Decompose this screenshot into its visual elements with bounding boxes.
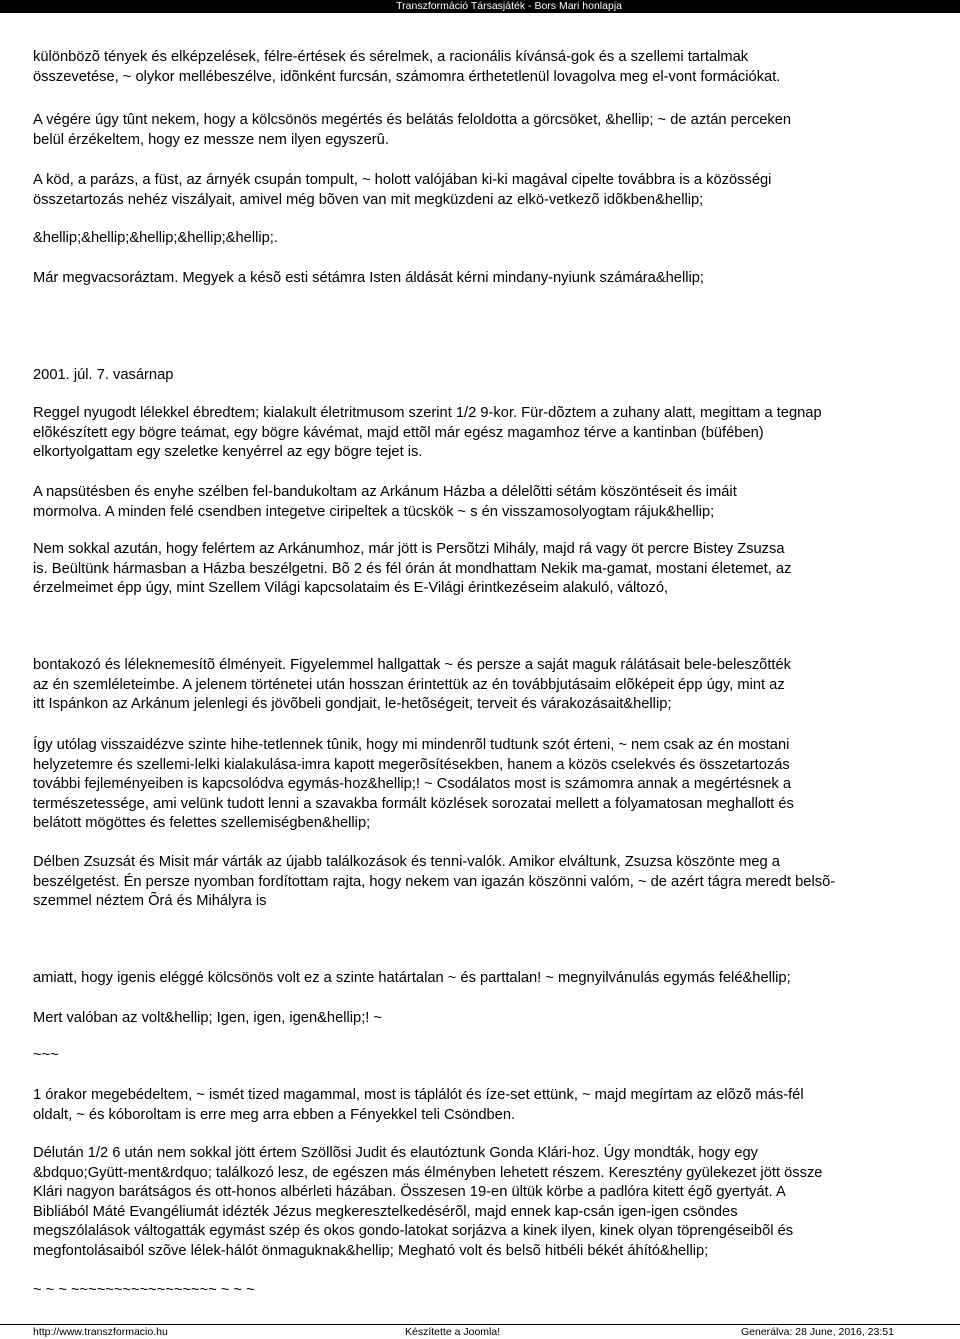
- page-header-bar: [0, 0, 960, 13]
- paragraph: [33, 1086, 943, 1125]
- text-line: oldalt, ~ és kóboroltam is erre meg arra ebben a Fényekkel teli Csöndben.: [33, 1106, 516, 1123]
- paragraph: [33, 656, 943, 715]
- text-line: belátott mögöttes és felettes szellemiségben&hellip;: [33, 815, 371, 831]
- text-line: Bibliából Máté Evangéliumát idézték Jézus megkeresztelkedésérõl, majd ennek kap-csán igen-igen csöndes: [33, 1203, 738, 1220]
- text-line: 1 órakor megebédeltem, ~ ismét tized magammal, most is táplálót és íze-set ettünk, ~ majd megírtam az elõzõ más-fél: [33, 1087, 804, 1103]
- text-line: Délután 1/2 6 után nem sokkal jött értem Szöllõsi Judit és elautóztunk Gonda Klári-hoz. Úgy mondták, hogy egy: [33, 1145, 758, 1161]
- paragraph: [33, 853, 943, 912]
- text-line: elkortyolgattam egy szeletke kenyérrel az egy bögre tejet is.: [33, 444, 423, 460]
- text-line: A köd, a parázs, a füst, az árnyék csupán tompult, ~ holott valójában ki-ki magával cipelte továbbra is a közösségi: [33, 172, 772, 188]
- text-line: Klári nagyon barátságos és ott-honos albérleti házában. Összesen 19-en ültük körbe a padlóra kitett égõ gyertyát. A: [33, 1184, 786, 1200]
- paragraph: [33, 48, 943, 87]
- site-url-link[interactable]: http://www.transzformacio.hu: [33, 1326, 168, 1338]
- text-line: &hellip;&hellip;&hellip;&hellip;&hellip;.: [33, 230, 278, 246]
- made-with-text: Készítette a Joomla!: [405, 1326, 501, 1338]
- text-line: belül érzékeltem, hogy ez messze nem ilyen egyszerû.: [33, 131, 389, 148]
- date-heading: [33, 366, 943, 386]
- paragraph: [33, 111, 943, 150]
- separator-text: [33, 1281, 943, 1301]
- paragraph: [33, 1144, 943, 1261]
- text-line: elõkészített egy bögre teámat, egy bögre kávémat, majd ettõl már egész magamhoz térve a kantinban (büfében): [33, 424, 764, 441]
- text-line: megfontolásaiból szõve lélek-hálót önmaguknak&hellip; Megható volt és belsõ hitbéli békét áhító&hellip;: [33, 1242, 709, 1259]
- text-line: A végére úgy tûnt nekem, hogy a kölcsönös megértés és belátás feloldotta a görcsöket, &hellip; ~ de aztán perceken: [33, 112, 792, 128]
- text-line: ~~~: [33, 1047, 59, 1063]
- text-line: természetessége, ami velünk tudott lenni a szavakba formált közlések sorozatai mellett a folyamatosan meghallott és: [33, 795, 794, 812]
- text-line: az én szemléleteimbe. A jelenem történetei után hosszan érintettük az én továbbjutásaim elõképeit épp úgy, mint az: [33, 676, 785, 693]
- text-line: Így utólag visszaidézve szinte hihe-tetlennek tûnik, hogy mi mindenrõl tudtunk szót érteni, ~ nem csak az én mostani: [33, 737, 790, 753]
- text-line: mormolva. A minden felé csendben integetve ciripeltek a tücskök ~ s én visszamosolyogtam rájuk&hellip;: [33, 503, 715, 520]
- text-line: összetartozás nehéz viszályait, amivel még bõven van mit megküzdeni az elkö-vetkezõ idõkben&hellip;: [33, 191, 704, 208]
- text-line: Délben Zsuzsát és Misit már várták az újabb találkozások és tenni-valók. Amikor elváltunk, Zsuzsa köszönte meg a: [33, 854, 780, 870]
- text-line: Reggel nyugodt lélekkel ébredtem; kialakult életritmusom szerint 1/2 9-kor. Für-dõztem a zuhany alatt, megittam a tegnap: [33, 405, 822, 421]
- paragraph: [33, 483, 943, 522]
- text-line: Mert valóban az volt&hellip; Igen, igen, igen&hellip;! ~: [33, 1010, 383, 1026]
- text-line: érzelmeimet épp úgy, mint Szellem Világi kapcsolataim és E-Világi érintkezéseim alakuló, változó,: [33, 580, 669, 596]
- text-line: további fejleményeiben is kapcsolódva egymás-hoz&hellip;! ~ Csodálatos most is számomra annak a megértésnek a: [33, 776, 792, 792]
- page-footer: [0, 1324, 960, 1338]
- text-line: A napsütésben és enyhe szélben fel-bandukoltam az Arkánum Házba a délelõtti sétám köszöntéseit és imáit: [33, 484, 737, 500]
- paragraph: [33, 736, 943, 834]
- paragraph: [33, 969, 943, 989]
- text-line: Nem sokkal azután, hogy felértem az Arkánumhoz, már jött is Persõtzi Mihály, majd rá vagy öt percre Bistey Zsuzsa: [33, 541, 785, 557]
- header-title: Transzformáció Társasjáték - Bors Mari honlapja: [396, 0, 622, 12]
- text-line: &bdquo;Gyütt-ment&rdquo; találkozó lesz, de egészen más élményben lehetett részem. Keresztény gyülekezet jött össze: [33, 1164, 823, 1181]
- text-line: helyzetemre és szellemi-lelki kialakulása-imra kapott megerõsítésekben, hanem a közös cselekvés és összetartozás: [33, 756, 790, 773]
- text-line: itt Ispánkon az Arkánum jelenlegi és jövõbeli gondjait, le-hetõségeit, terveit és várakozásait&hellip;: [33, 696, 672, 712]
- text-line: megszólalások váltogatták egymást szép és okos gondo-latokat sorjázva a kinek ilyen, kinek olyan töprengéseibõl és: [33, 1223, 794, 1239]
- text-line: beszélgetést. Én persze nyomban fordítottam rajta, hogy nekem van igazán köszönni valóm, ~ de azért tágra meredt belsõ-: [33, 873, 836, 890]
- text-line: különbözõ tények és elképzelések, félre-értések és sérelmek, a racionális kívánsá-gok és a szellemi tartalmak: [33, 49, 749, 65]
- text-line: bontakozó és léleknemesítõ élményeit. Figyelemmel hallgattak ~ és persze a saját maguk rálátásait bele-beleszõtték: [33, 657, 792, 673]
- text-line: amiatt, hogy igenis eléggé kölcsönös volt ez a szinte határtalan ~ és parttalan! ~ megnyilvánulás egymás felé&hellip;: [33, 970, 791, 986]
- paragraph: [33, 540, 943, 599]
- text-line: 2001. júl. 7. vasárnap: [33, 367, 174, 383]
- separator-text: [33, 1046, 943, 1066]
- paragraph: [33, 1009, 943, 1029]
- text-line: szemmel néztem Õrá és Mihályra is: [33, 893, 267, 909]
- text-line: ~ ~ ~ ~~~~~~~~~~~~~~~~~ ~ ~ ~: [33, 1282, 255, 1298]
- text-line: is. Beültünk hármasban a Házba beszélgetni. Bõ 2 és fél órán át mondhattam Nekik ma-gamat, mostani életemet, az: [33, 560, 792, 577]
- paragraph: [33, 171, 943, 210]
- paragraph: [33, 269, 943, 289]
- text-line: összevetése, ~ olykor mellébeszélve, idõnként furcsán, számomra érthetetlenül lovagolva meg el-vont formációkat.: [33, 68, 781, 85]
- generated-timestamp: Generálva: 28 June, 2016, 23:51: [741, 1326, 894, 1338]
- paragraph: [33, 229, 943, 249]
- paragraph: [33, 404, 943, 463]
- text-line: Már megvacsoráztam. Megyek a késõ esti sétámra Isten áldását kérni mindany-nyiunk számára&hellip;: [33, 270, 705, 286]
